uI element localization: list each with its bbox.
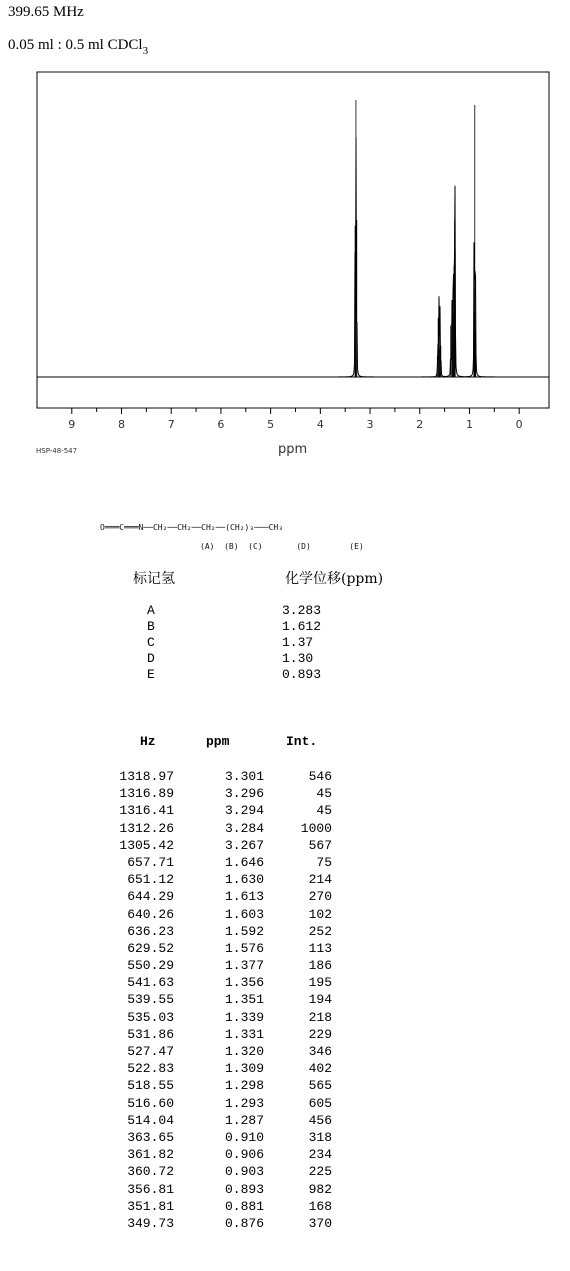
- x-tick-label: 2: [416, 418, 424, 431]
- x-axis-title: ppm: [278, 442, 308, 457]
- peak-ppm: 1.293: [224, 1095, 264, 1111]
- peak-ppm: 1.630: [224, 872, 264, 888]
- sample-concentration: [8, 36, 148, 60]
- nmr-spectrum-chart: [0, 60, 570, 445]
- peak-intensity: 102: [308, 906, 332, 922]
- peak-row: [0, 957, 570, 974]
- peak-ppm: 3.294: [224, 803, 264, 819]
- assignment-shift-value: 0.893: [282, 667, 322, 682]
- header-ppm: ppm: [206, 734, 230, 749]
- peak-row: [0, 802, 570, 819]
- peak-ppm: 1.298: [224, 1078, 264, 1094]
- peak-ppm: 0.903: [224, 1164, 264, 1180]
- peak-ppm: 1.309: [224, 1061, 264, 1077]
- peak-ppm: 1.576: [224, 940, 264, 956]
- peak-row: [0, 785, 570, 802]
- peak-intensity: 168: [308, 1198, 332, 1214]
- peak-row: [0, 1095, 570, 1112]
- peak-ppm: 1.592: [224, 923, 264, 939]
- peak-hz: 629.52: [127, 940, 174, 956]
- peak-ppm: 3.301: [224, 769, 264, 784]
- peak-intensity: 270: [308, 889, 332, 905]
- peak-intensity: 252: [308, 923, 332, 939]
- peak-ppm: 1.351: [224, 992, 264, 1008]
- peak-row: [0, 768, 570, 785]
- assignment-label-header: 标记氢: [133, 571, 175, 587]
- peak-ppm: 1.331: [224, 1026, 264, 1042]
- peak-hz: 535.03: [127, 1009, 174, 1025]
- peak-row: [0, 1129, 570, 1146]
- x-tick-label: 6: [217, 418, 225, 431]
- x-tick-label: 9: [68, 418, 76, 431]
- peak-intensity: 218: [308, 1009, 332, 1025]
- peak-intensity: 567: [308, 837, 332, 853]
- structure-diagram: [100, 518, 420, 554]
- peak-row: [0, 820, 570, 837]
- x-axis-tick-labels: [68, 418, 522, 431]
- x-tick-label: 3: [366, 418, 374, 431]
- peak-ppm: 0.906: [224, 1147, 264, 1163]
- x-tick-label: 0: [515, 418, 523, 431]
- peak-hz: 349.73: [127, 1215, 174, 1231]
- x-tick-label: 7: [167, 418, 175, 431]
- spectrum-trace: [37, 138, 549, 377]
- peak-intensity: 546: [308, 769, 332, 784]
- header-int: Int.: [286, 734, 318, 749]
- assignment-proton-label: B: [147, 619, 155, 634]
- assignment-proton-label: C: [147, 635, 155, 650]
- peak-ppm: 1.320: [224, 1044, 264, 1059]
- peak-ppm: 1.339: [224, 1009, 264, 1025]
- peak-row: [0, 1112, 570, 1129]
- peak-intensity: 229: [308, 1026, 332, 1042]
- peak-hz: 361.82: [127, 1147, 174, 1163]
- peak-row: [0, 837, 570, 854]
- peak-row: [0, 940, 570, 957]
- assignment-shift-value: 1.612: [282, 619, 322, 634]
- assignment-shift-value: 1.37: [282, 635, 314, 650]
- peak-hz: 1316.41: [119, 803, 174, 819]
- peak-row: [0, 1077, 570, 1094]
- header-hz: Hz: [140, 734, 156, 749]
- peak-row: [0, 906, 570, 923]
- peak-intensity: 370: [308, 1215, 332, 1231]
- peak-intensity: 45: [316, 786, 332, 802]
- peak-intensity: 402: [308, 1061, 332, 1077]
- peak-intensity: 318: [308, 1129, 332, 1145]
- x-axis-ticks: [72, 408, 519, 414]
- structure-formula: O═══C═══N──CH₂──CH₂──CH₂──(CH₂)₃───CH₃: [100, 523, 284, 532]
- x-tick-label: 4: [316, 418, 324, 431]
- peak-hz: 351.81: [127, 1198, 174, 1214]
- spectrometer-frequency: 399.65 MHz: [8, 4, 84, 20]
- sample-subscript: 3: [142, 45, 149, 57]
- x-tick-label: 1: [465, 418, 473, 431]
- peak-row: [0, 974, 570, 991]
- peak-ppm: 1.646: [224, 854, 264, 870]
- peak-row: [0, 888, 570, 905]
- peak-intensity: 346: [308, 1044, 332, 1059]
- peak-intensity: 225: [308, 1164, 332, 1180]
- peak-row: [0, 1043, 570, 1060]
- peak-ppm: 3.296: [224, 786, 264, 802]
- peak-ppm: 0.876: [224, 1215, 264, 1231]
- peak-hz: 657.71: [127, 854, 174, 870]
- peak-intensity: 113: [308, 940, 332, 956]
- peak-hz: 531.86: [127, 1026, 174, 1042]
- assignment-shift-value: 1.30: [282, 651, 314, 666]
- peak-ppm: 1.613: [224, 889, 264, 905]
- peak-hz: 539.55: [127, 992, 174, 1008]
- peak-row: [0, 871, 570, 888]
- peak-intensity: 565: [308, 1078, 332, 1094]
- peak-row: [0, 1181, 570, 1198]
- peak-hz: 522.83: [127, 1061, 174, 1077]
- peak-ppm: 0.910: [224, 1129, 264, 1145]
- peak-ppm: 1.377: [224, 958, 264, 974]
- peak-hz: 1316.89: [119, 786, 174, 802]
- peak-row: [0, 1198, 570, 1215]
- peak-row: [0, 1163, 570, 1180]
- peak-intensity: 234: [308, 1147, 332, 1163]
- plot-frame: [37, 72, 549, 408]
- peak-ppm: 0.893: [224, 1181, 264, 1197]
- peak-hz: 550.29: [127, 958, 174, 974]
- peak-hz: 527.47: [127, 1044, 174, 1059]
- peak-hz: 363.65: [127, 1129, 174, 1145]
- structure-labels: (A) (B) (C) (D) (E): [200, 542, 364, 551]
- peak-intensity: 195: [308, 975, 332, 991]
- peak-hz: 518.55: [127, 1078, 174, 1094]
- peak-ppm: 3.267: [224, 837, 264, 853]
- peak-hz: 640.26: [127, 906, 174, 922]
- peak-table: [0, 768, 570, 1232]
- peak-row: [0, 923, 570, 940]
- peak-ppm: 1.356: [224, 975, 264, 991]
- peak-row: [0, 991, 570, 1008]
- sample-text: 0.05 ml : 0.5 ml CDCl: [8, 37, 143, 53]
- assignment-proton-label: D: [147, 651, 155, 666]
- peak-hz: 644.29: [127, 889, 174, 905]
- assignment-shift-value: 3.283: [282, 603, 322, 618]
- peak-intensity: 75: [316, 854, 332, 870]
- peak-row: [0, 1146, 570, 1163]
- peak-hz: 1318.97: [119, 769, 174, 784]
- assignment-shift-header: 化学位移(ppm): [285, 571, 384, 587]
- peak-table-header: [0, 734, 570, 752]
- peak-hz: 1305.42: [119, 837, 174, 853]
- peak-intensity: 194: [308, 992, 332, 1008]
- peak-intensity: 45: [316, 803, 332, 819]
- assignment-proton-label: E: [147, 667, 155, 682]
- peak-row: [0, 1215, 570, 1232]
- peak-intensity: 214: [308, 872, 332, 888]
- spectrum-code: HSP-48-547: [36, 447, 78, 455]
- peak-hz: 356.81: [127, 1181, 174, 1197]
- x-tick-label: 5: [267, 418, 275, 431]
- peak-row: [0, 854, 570, 871]
- peak-intensity: 456: [308, 1112, 332, 1128]
- peak-ppm: 1.603: [224, 906, 264, 922]
- peak-row: [0, 1060, 570, 1077]
- peak-hz: 541.63: [127, 975, 174, 991]
- assignment-proton-label: A: [147, 603, 155, 618]
- peak-row: [0, 1026, 570, 1043]
- peak-intensity: 186: [308, 958, 332, 974]
- peak-ppm: 3.284: [224, 820, 264, 836]
- peak-hz: 360.72: [127, 1164, 174, 1180]
- peak-hz: 651.12: [127, 872, 174, 888]
- peak-hz: 1312.26: [119, 820, 174, 836]
- peak-hz: 516.60: [127, 1095, 174, 1111]
- peak-intensity: 982: [308, 1181, 332, 1197]
- peak-row: [0, 1009, 570, 1026]
- peak-hz: 636.23: [127, 923, 174, 939]
- peak-intensity: 605: [308, 1095, 332, 1111]
- x-tick-label: 8: [118, 418, 126, 431]
- peak-ppm: 0.881: [224, 1198, 264, 1214]
- peak-intensity: 1000: [300, 820, 332, 836]
- peak-hz: 514.04: [127, 1112, 174, 1128]
- peak-ppm: 1.287: [224, 1112, 264, 1128]
